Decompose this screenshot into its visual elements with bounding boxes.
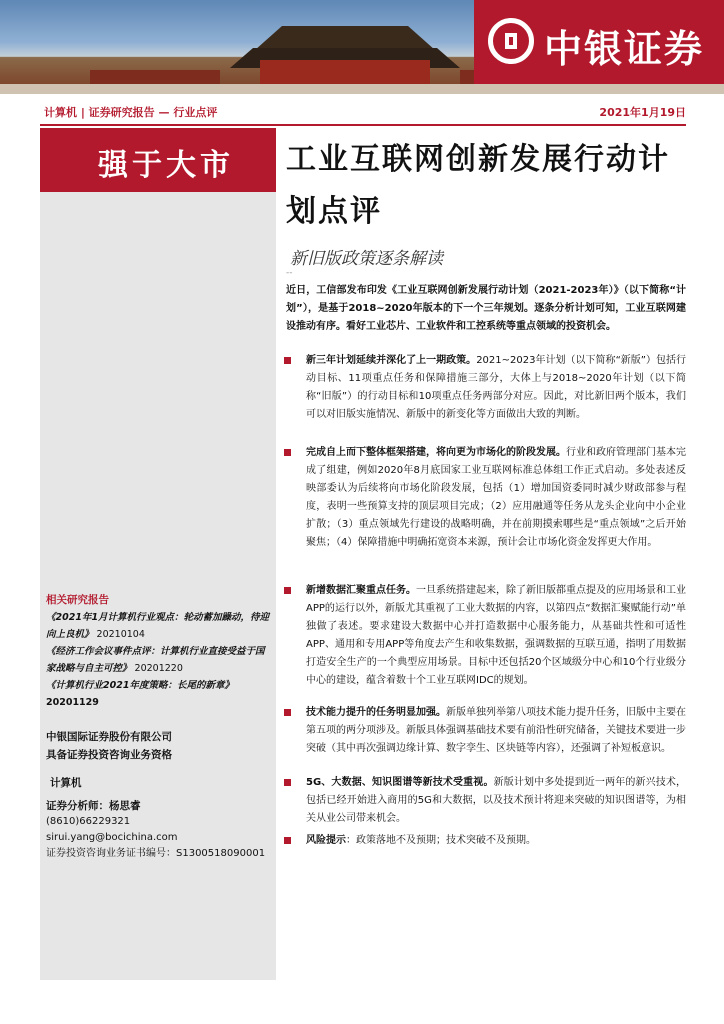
bullet-lead: 新增数据汇聚重点任务。 (306, 585, 416, 596)
header-divider (40, 124, 686, 126)
header-banner (0, 0, 724, 94)
bullet-square-icon (284, 837, 291, 844)
bullet-text: ：政策落地不及预期；技术突破不及预期。 (346, 835, 536, 846)
related-report-item[interactable] (46, 609, 272, 643)
bullet-square-icon (284, 779, 291, 786)
company-qualification: 具备证券投资咨询业务资格 (46, 749, 172, 761)
analyst-name: 证券分析师：杨思睿 (46, 800, 141, 812)
bullet-text: 行业和政府管理部门基本完成了组建，例如2020年8月底国家工业互联网标准总体组工作正式启动。多处表述反映部委认为后续将向市场化阶段发展，包括（1）增加国资委同时减少财政部参与程度，表明一些预算支持的顶层项目完成；（2）应用融通等任务从龙头企业向中小企业扩散；（3）重点领域先行建设的战略明确，并在前期摸索哪些是“重点领域”之后开始聚焦；（4）保障措施中明确拓宽资本来源，预计会让市场化资金发挥更大作用。 (306, 447, 686, 548)
bullet-text: 新版计划中多处提到近一两年的新兴技术，包括已经开始进入商用的5G和大数据，以及技术预计将迎来突破的知识图谱等，为相关从业公司带来机会。 (306, 777, 687, 824)
related-reports (46, 592, 272, 711)
analyst-license: 证券投资咨询业务证书编号：S1300518090001 (46, 848, 266, 859)
divider-marks: -- (286, 268, 293, 278)
bullet-lead: 新三年计划延续并深化了上一期政策。 (306, 355, 477, 366)
bullet-point (284, 352, 686, 424)
bullet-square-icon (284, 709, 291, 716)
related-report-date: 20210104 (96, 629, 145, 640)
analyst-phone: (8610)66229321 (46, 816, 131, 827)
bullet-lead: 完成自上而下整体框架搭建，将向更为市场化的阶段发展。 (306, 447, 566, 458)
bullet-lead: 风险提示 (306, 835, 346, 846)
logo-text: 中银证券 (544, 27, 705, 71)
palace-plaza (0, 84, 724, 94)
report-date: 2021年1月19日 (599, 106, 686, 119)
bullet-lead: 技术能力提升的任务明显加强。 (306, 707, 446, 718)
related-report-item[interactable] (46, 677, 272, 711)
related-report-item[interactable] (46, 643, 272, 677)
related-report-title: 《经济工作会议事件点评：计算机行业直接受益于国家战略与自主可控》 (46, 646, 265, 674)
related-report-title: 《2021年1月计算机行业观点：轮动蓄加躁动，待迎向上良机》 (46, 612, 270, 640)
bullet-square-icon (284, 357, 291, 364)
bullet-point (284, 832, 686, 850)
related-reports-heading: 相关研究报告 (46, 594, 109, 606)
bullet-point (284, 704, 686, 758)
rating-box (40, 128, 276, 192)
analyst-info (46, 798, 265, 862)
analyst-email[interactable]: sirui.yang@bocichina.com (46, 832, 178, 843)
bullet-text: 一旦系统搭建起来，除了新旧版都重点提及的应用场景和工业APP的运行以外，新版尤其重视了工业大数据的内容，以第四点“数据汇聚赋能行动”单独做了表述。要求建设大数据中心并打造数据中心服务能力，从基础共性和可适性APP、通用和专用APP等角度去产生和收集数据，强调数据的互联互通，指明了用数据打造安全生产的一个典型应用场景。目标中还包括20个区域级分中心和10个行业级分中心的建设，蕴含着数十个工业互联网IDC的规划。 (306, 585, 686, 686)
sector-label: 计算机 (50, 777, 82, 789)
bullet-text: 新版单独列举第八项技术能力提升任务，旧版中主要在第五项的两分项涉及。新版具体强调基础技术要有前沿性研究储备，关键技术要进一步突破（其中再次强调边缘计算、数字孪生、区块链等内容），还强调了补短板意识。 (306, 707, 686, 754)
report-summary: 近日，工信部发布印发《工业互联网创新发展行动计划（2021-2023年）》（以下简称“计划”），是基于2018~2020年版本的下一个三年规划。逐条分析计划可知，工业互联网建设推动有序。看好工业芯片、工业软件和工控系统等重点领域的投资机会。 (286, 285, 686, 332)
bullet-point (284, 582, 686, 690)
rating-label: 强于大市 (98, 148, 234, 183)
report-subheader (40, 104, 696, 126)
report-subtitle: 新旧版政策逐条解读 (290, 249, 443, 269)
boc-logo-icon (488, 18, 534, 64)
bullet-point (284, 444, 686, 552)
related-report-date: 20201129 (46, 697, 99, 708)
bullet-text: 2021~2023年计划（以下简称“新版”）包括行动目标、11项重点任务和保障措施三部分，大体上与2018~2020年计划（以下简称“旧版”）的行动目标和10项重点任务两部分对应。因此，对比新旧两个版本，我们可以对旧版实施情况、新版中的新变化等方面做出大致的判断。 (306, 355, 687, 420)
bullet-square-icon (284, 449, 291, 456)
bullet-point (284, 774, 686, 828)
bullet-lead: 5G、大数据、知识图谱等新技术受重视。 (306, 777, 494, 788)
company-name: 中银国际证券股份有限公司 (46, 731, 172, 743)
brand-logo (474, 0, 724, 84)
report-title: 工业互联网创新发展行动计划点评 (286, 142, 670, 229)
related-report-date: 20201220 (134, 663, 183, 674)
related-report-title: 《计算机行业2021年度策略：长尾的新章》 (46, 680, 234, 691)
breadcrumb: 计算机 | 证券研究报告 — 行业点评 (44, 106, 218, 119)
company-info (46, 728, 172, 764)
palace-roof (255, 20, 435, 50)
bullet-square-icon (284, 587, 291, 594)
